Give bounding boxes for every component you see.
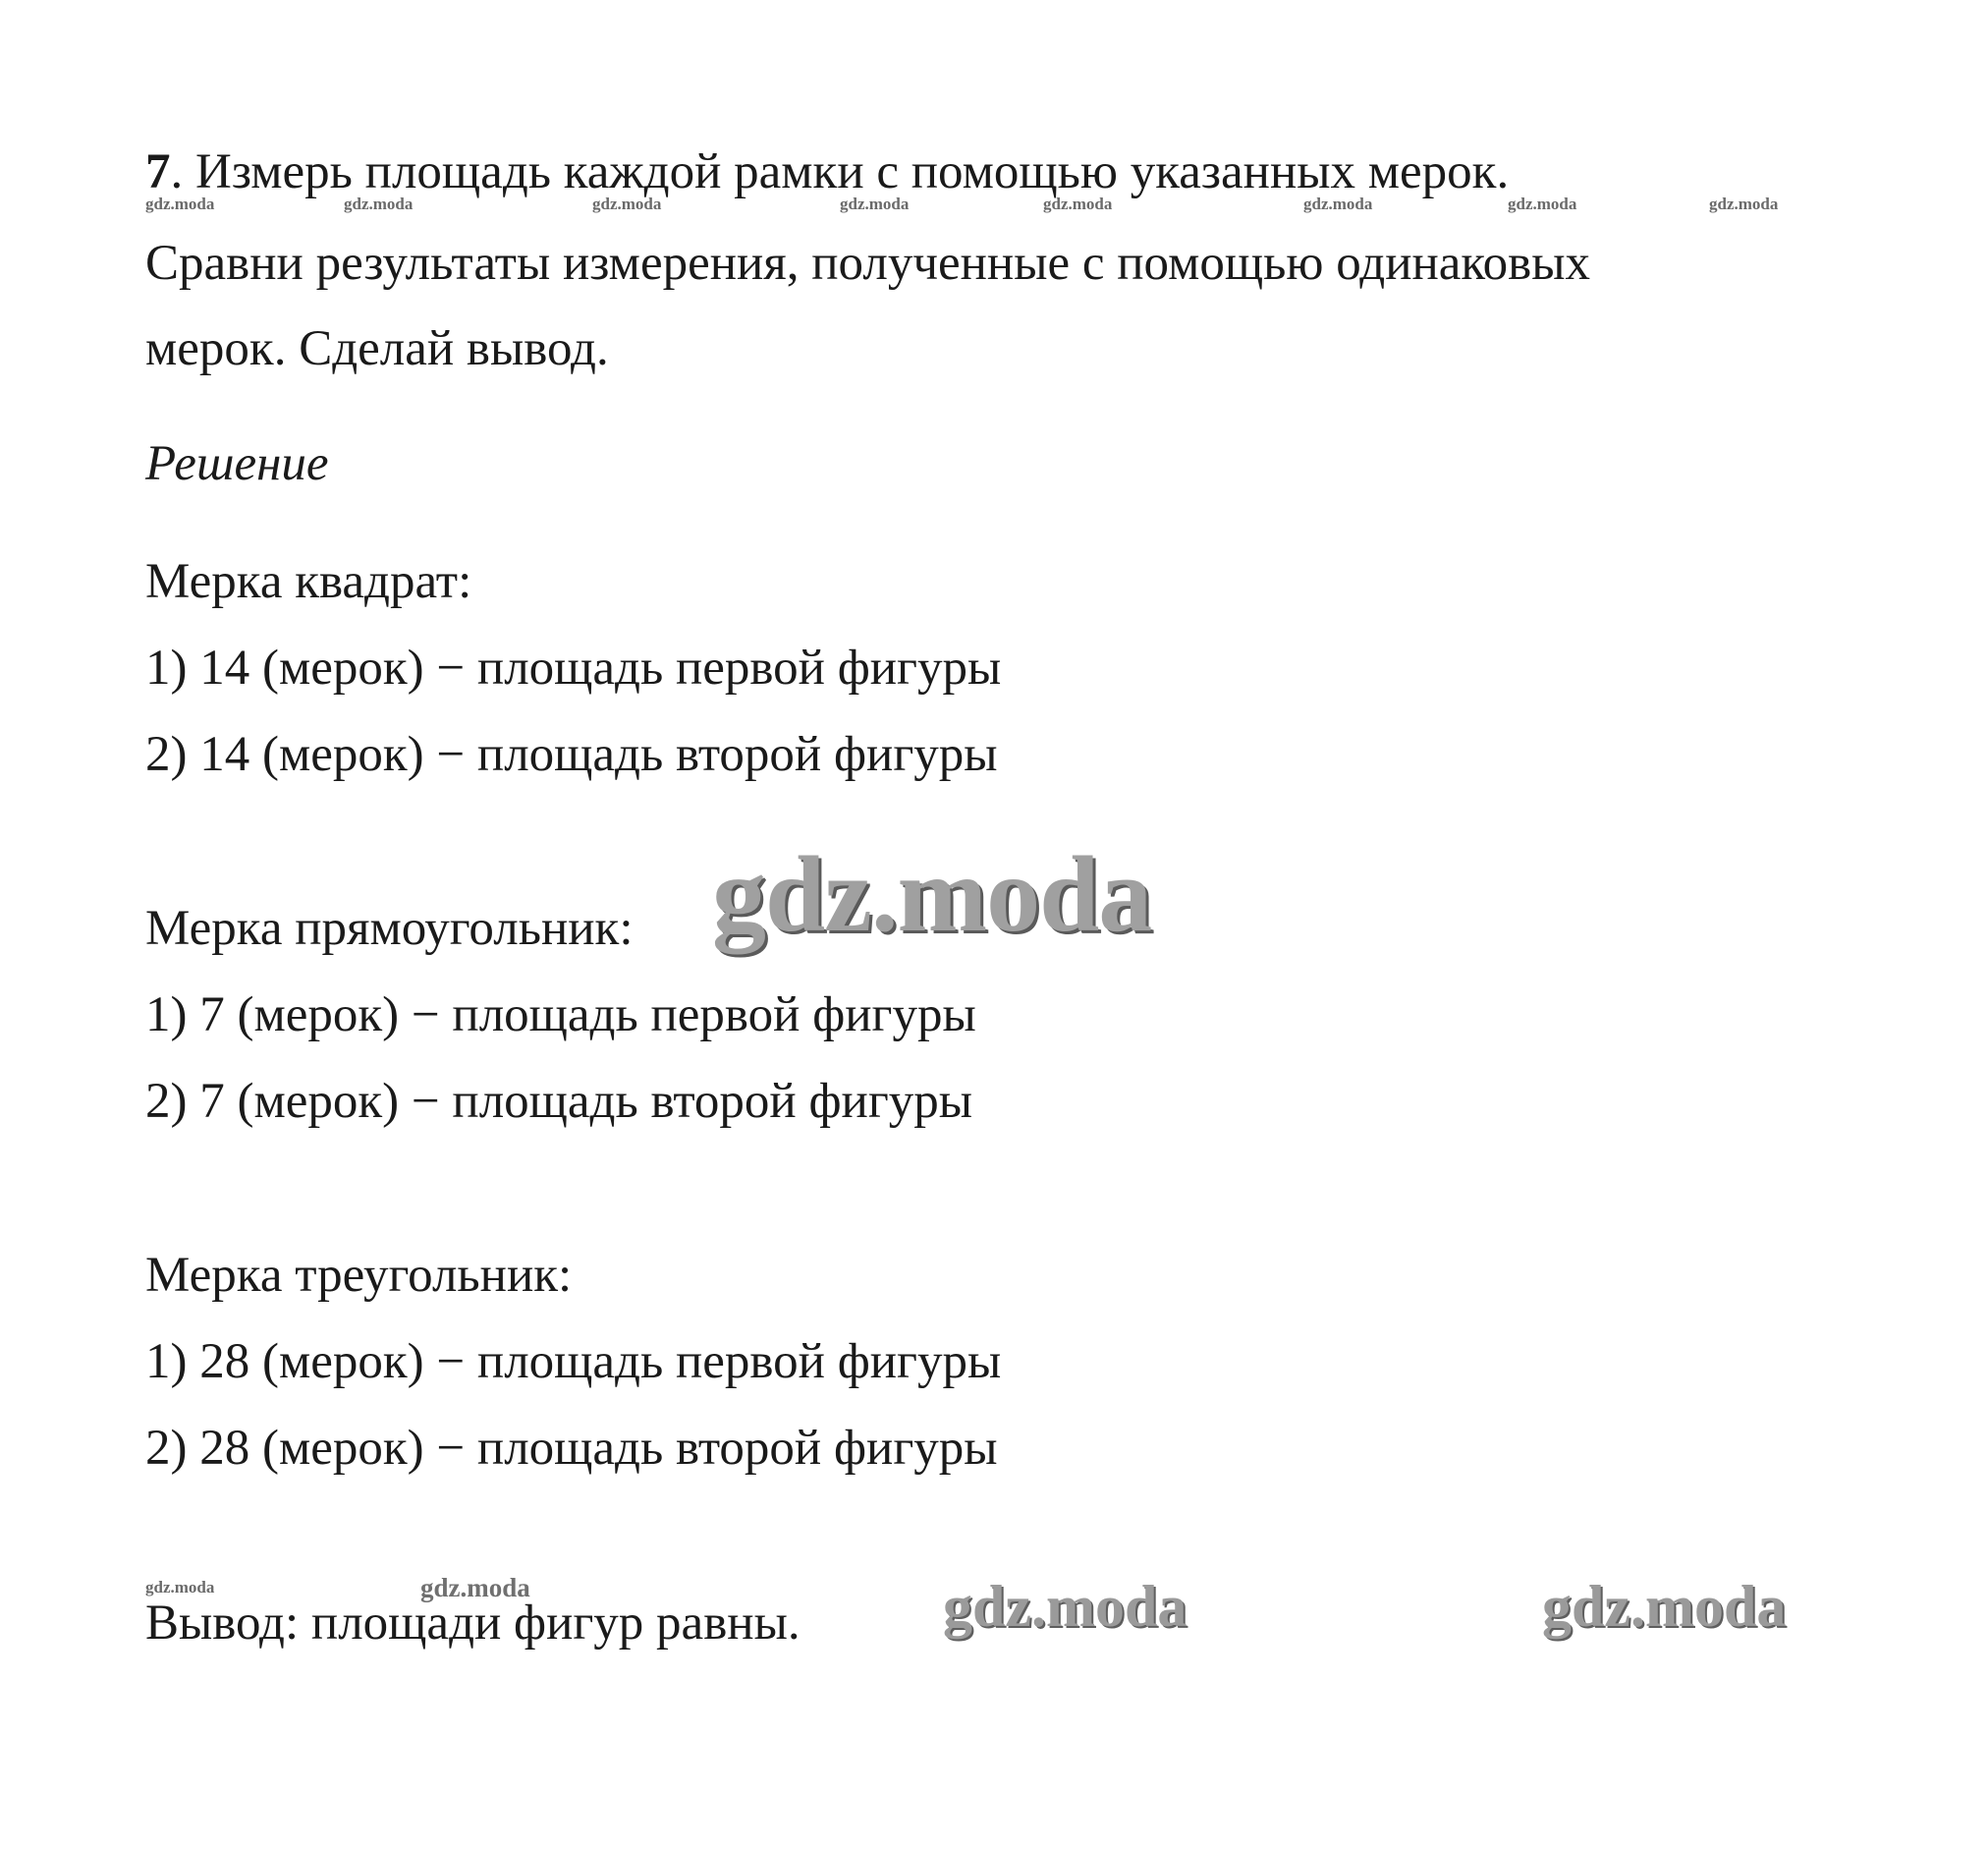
task-number: 7 [145,144,171,199]
watermark-logo: gdz.moda [1709,195,1779,213]
watermark-logo: gdz.moda [1043,195,1113,213]
section-heading-rectangle: Мерка прямоугольник: [145,901,634,956]
task-statement-line-1 [145,144,1510,199]
watermark-logo: gdz.moda [712,834,1152,954]
task-statement-line-3: мерок. Сделай вывод. [145,321,609,376]
section-heading-square: Мерка квадрат: [145,554,472,609]
section-rectangle-item-2: 2) 7 (мерок) − площадь второй фигуры [145,1074,972,1129]
section-triangle-item-1: 1) 28 (мерок) − площадь первой фигуры [145,1334,1002,1389]
task-statement-line-2: Сравни результаты измерения, полученные с помощью одинаковых [145,236,1590,291]
watermark-logo: gdz.moda [145,195,215,213]
watermark-logo: gdz.moda [840,195,910,213]
section-triangle-item-2: 2) 28 (мерок) − площадь второй фигуры [145,1421,998,1476]
watermark-logo: gdz.moda [420,1573,530,1602]
section-heading-triangle: Мерка треугольник: [145,1248,573,1303]
watermark-logo: gdz.moda [943,1574,1187,1639]
solution-label: Решение [145,436,329,491]
watermark-logo: gdz.moda [1303,195,1373,213]
watermark-logo: gdz.moda [344,195,414,213]
watermark-logo: gdz.moda [592,195,662,213]
conclusion: Вывод: площади фигур равны. [145,1596,801,1651]
task-text-1: . Измерь площадь каждой рамки с помощью указанных мерок. [170,144,1510,199]
section-square-item-2: 2) 14 (мерок) − площадь второй фигуры [145,727,998,782]
section-square-item-1: 1) 14 (мерок) − площадь первой фигуры [145,641,1002,696]
section-rectangle-item-1: 1) 7 (мерок) − площадь первой фигуры [145,987,976,1042]
watermark-logo: gdz.moda [1508,195,1577,213]
watermark-logo: gdz.moda [145,1578,215,1597]
watermark-logo: gdz.moda [1542,1574,1787,1639]
